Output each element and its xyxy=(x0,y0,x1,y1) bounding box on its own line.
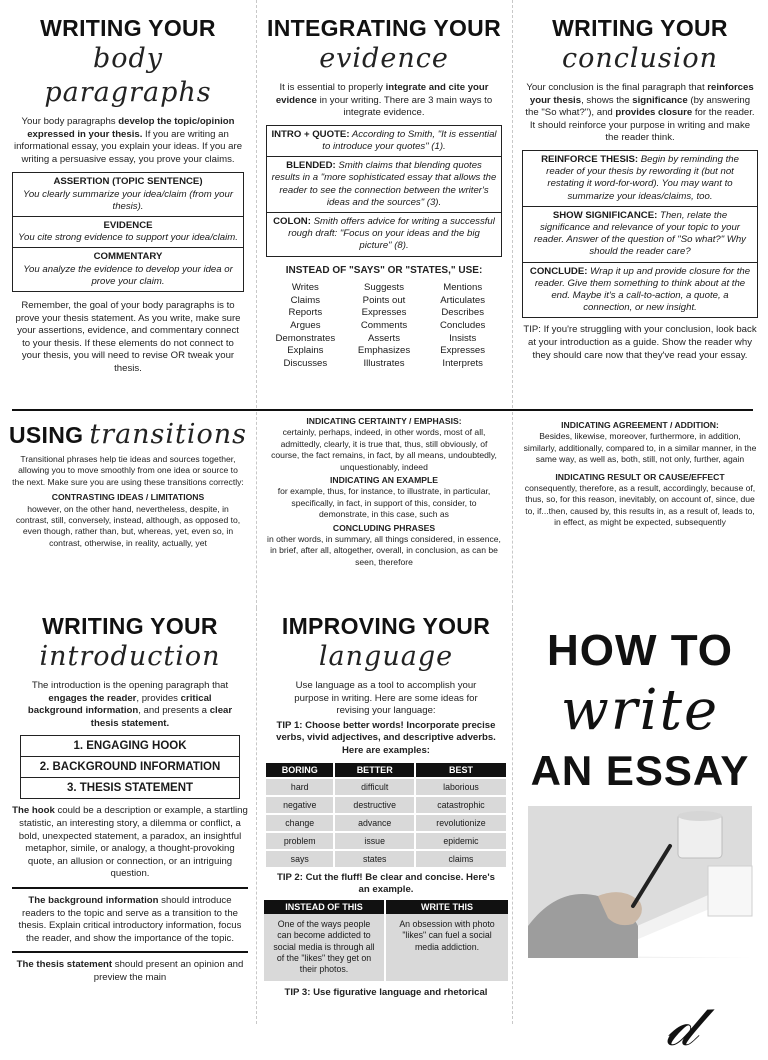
intro-divider-1 xyxy=(12,887,248,889)
table-cell: negative xyxy=(266,797,333,813)
concluding-title: CONCLUDING PHRASES xyxy=(332,522,436,533)
table-cell: change xyxy=(266,815,333,831)
show-significance-row: SHOW SIGNIFICANCE: Then, relate the significance and relevance of your topic to your reader. Answer of the question of "So what?" Why should the reader care? xyxy=(523,207,757,263)
conclude-row: CONCLUDE: Wrap it up and provide closure for the reader. Give them something to think about at the end. Maybe it's a call-to-action, a quote, a connection, or new insight. xyxy=(529,265,751,314)
body-intro: Your body paragraphs develop the topic/opinion expressed in your thesis. If you are writing an informational essay, you explain your ideas. If you are writing a persuasive essay, you prove your claims. xyxy=(13,116,243,165)
col-header-write: WRITE THIS xyxy=(386,900,508,914)
transitions-intro: Transitional phrases help tie ideas and sources together, allowing you to move smoothly from one idea or source to the next. Make sure you are using these transitions correctly: xyxy=(12,454,244,487)
verb-column-3 xyxy=(423,282,502,370)
table-cell: difficult xyxy=(335,779,413,795)
language-title-script: language xyxy=(318,641,454,672)
concluding-list: in other words, in summary, all things considered, in essence, in brief, after all, altogether, overall, in conclusion, as can be seen, therefore xyxy=(267,534,501,567)
verb-word: Explains xyxy=(287,345,324,357)
table-cell: states xyxy=(335,851,413,867)
table-row xyxy=(266,779,506,795)
conclusion-title-script: conclusion xyxy=(561,43,719,74)
conclusion-tip: TIP: If you're struggling with your conclusion, look back at your introduction as a guide. Show the reader why they should care now that they've read your essay. xyxy=(523,324,757,361)
verb-word: Reports xyxy=(288,307,323,319)
introduction-panel xyxy=(12,612,248,1024)
verb-word: Illustrates xyxy=(363,357,405,369)
body-title-bold: WRITING YOUR xyxy=(40,15,216,41)
verb-word: Expresses xyxy=(361,307,407,319)
table-cell: revolutionize xyxy=(416,815,506,831)
certainty-title: INDICATING CERTAINTY / EMPHASIS: xyxy=(306,416,462,426)
verb-column-1 xyxy=(266,282,345,370)
introduction-title-script: introduction xyxy=(39,641,221,672)
verb-word: Suggests xyxy=(364,282,405,294)
contrast-list: however, on the other hand, nevertheless, despite, in contrast, still, conversely, instead, although, as opposed to, even though, rather than, but, whereas, yet, even so, in contrast, otherwise, in reality, actually, yet xyxy=(15,503,241,548)
certainty-list: certainly, perhaps, indeed, in other words, most of all, admittedly, clearly, it is true that, thus, still obviously, of course, the fact remains, in fact, by all means, undoubtedly, unquestionably, indeed xyxy=(271,427,497,472)
verb-word: Emphasizes xyxy=(357,345,411,357)
table-cell: claims xyxy=(416,851,506,867)
example-list: for example, thus, for instance, to illustrate, in particular, specifically, in fact, in support of this, consider, to demonstrate, in this case, such as xyxy=(277,486,491,520)
top-divider xyxy=(12,409,753,411)
list-item-hook: 1. ENGAGING HOOK xyxy=(20,735,240,756)
blended-row: BLENDED: Smith claims that blending quotes results in a "more sophisticated essay that allows the reader to see the connection between the writer's ideas and the sources" (3). xyxy=(267,157,501,213)
agreement-list: Besides, likewise, moreover, furthermore, in addition, similarly, additionally, compared to, in a similar manner, in the same way, as well as, both, still, not only, further, again xyxy=(523,431,757,465)
table-cell: problem xyxy=(266,833,333,849)
cover-panel xyxy=(516,620,764,1060)
verb-word: Asserts xyxy=(368,332,400,344)
verb-word: Mentions xyxy=(443,282,483,294)
write-example: An obsession with photo "likes" can fuel a social media addiction. xyxy=(386,914,508,981)
conclusion-steps-box xyxy=(522,150,758,318)
result-list: consequently, therefore, as a result, accordingly, because of, thus, so, for this reason, inevitably, on account of, since, due to, if...then, caused by, this results in, as a result of, leads to, in effect, as might be expected, subsequently xyxy=(524,483,756,528)
body-title-script: body paragraphs xyxy=(44,43,212,108)
commentary-row: COMMENTARY You analyze the evidence to develop your idea or prove your claim. xyxy=(23,251,233,287)
verb-column-2 xyxy=(345,282,424,370)
conclusion-intro: Your conclusion is the final paragraph that reinforces your thesis, shows the significance (by answering the "So what?"), and provides closure for the reader. It should reinforce your purpose in writing and make the reader think. xyxy=(525,82,755,144)
verb-word: Points out xyxy=(362,294,406,306)
writing-photo xyxy=(528,806,752,958)
verb-word: Expresses xyxy=(440,345,486,357)
thesis-description: The thesis statement should present an opinion and preview the main xyxy=(16,959,244,983)
fluff-table xyxy=(264,900,508,981)
verb-word: Discusses xyxy=(283,357,328,369)
evidence-title-script: evidence xyxy=(319,43,449,74)
table-cell: epidemic xyxy=(416,833,506,849)
intro-quote-row: INTRO + QUOTE: According to Smith, "It is essential to introduce your quotes" (1). xyxy=(267,126,501,157)
instead-of-says-title: INSTEAD OF "SAYS" OR "STATES," USE: xyxy=(285,264,483,276)
col-header-instead: INSTEAD OF THIS xyxy=(264,900,386,914)
tip-3: TIP 3: Use figurative language and rhetorical xyxy=(284,986,488,998)
table-cell: hard xyxy=(266,779,333,795)
tip-2: TIP 2: Cut the fluff! Be clear and concise. Here's an example. xyxy=(276,871,496,896)
verb-word: Interprets xyxy=(442,357,483,369)
col-header-best: BEST xyxy=(416,763,506,777)
background-description: The background information should introduce readers to the topic and serve as a transition to the thesis. Explain critical introductory information, focus the reader, and show the importance of the topic. xyxy=(18,894,242,944)
transitions-panel xyxy=(8,418,248,604)
evidence-title-bold: INTEGRATING YOUR xyxy=(267,15,501,41)
cover-script-fragment: 𝒹 xyxy=(666,990,699,1060)
introduction-intro: The introduction is the opening paragraph that engages the reader, provides critical background information, and presents a clear thesis statement. xyxy=(27,680,233,729)
table-cell: catastrophic xyxy=(416,797,506,813)
result-title: INDICATING RESULT OR CAUSE/EFFECT xyxy=(555,471,725,482)
verb-word: Claims xyxy=(290,294,320,306)
body-paragraphs-panel xyxy=(12,14,244,406)
verb-list xyxy=(266,282,502,370)
col-header-boring: BORING xyxy=(266,763,333,777)
language-intro: Use language as a tool to accomplish your purpose in writing. Here are some ideas for revising your language: xyxy=(294,680,478,717)
conclusion-panel xyxy=(522,14,758,406)
list-item-background: 2. BACKGROUND INFORMATION xyxy=(20,756,240,777)
transitions-right-panel xyxy=(522,420,758,606)
tip-1: TIP 1: Choose better words! Incorporate precise verbs, vivid adjectives, and descriptive adverbs. Here are examples: xyxy=(276,719,496,756)
transitions-middle-panel xyxy=(266,416,502,606)
example-title: INDICATING AN EXAMPLE xyxy=(330,475,438,486)
verb-word: Demonstrates xyxy=(275,332,336,344)
table-cell: says xyxy=(266,851,333,867)
verb-word: Describes xyxy=(441,307,484,319)
evidence-row: EVIDENCE You cite strong evidence to support your idea/claim. xyxy=(13,217,243,248)
intro-elements-list xyxy=(20,735,240,799)
hook-description: The hook could be a description or example, a startling statistic, an interesting story, a dilemma or conflict, a bold, unexpected statement, a paradox, an insightful metaphor, simile, or analogy, a thought-provoking quote, an allusion or connection, or an intriguing question. xyxy=(12,805,248,880)
conclusion-title-bold: WRITING YOUR xyxy=(552,15,728,41)
table-row xyxy=(266,851,506,867)
body-closing: Remember, the goal of your body paragraphs is to prove your thesis statement. As you write, make sure your assertions, evidence, and commentary connect to your thesis. If these elements do not connect to your thesis, you will need to revise OR tweak your thesis. xyxy=(15,300,241,374)
verb-word: Writes xyxy=(291,282,319,294)
instead-example: One of the ways people can become addicted to social media is through all of the "likes" they get on their photos. xyxy=(264,914,386,981)
verb-word: Concludes xyxy=(440,319,486,331)
colon-row: COLON: Smith offers advice for writing a successful rough draft: "Focus on your ideas and the big picture" (8). xyxy=(273,216,495,252)
verb-word: Comments xyxy=(360,319,408,331)
agreement-title: INDICATING AGREEMENT / ADDITION: xyxy=(561,420,719,430)
table-cell: advance xyxy=(335,815,413,831)
language-title-bold: IMPROVING YOUR xyxy=(281,613,491,639)
verb-word: Insists xyxy=(449,332,477,344)
writing-photo-illustration xyxy=(528,806,752,958)
verb-word: Argues xyxy=(290,319,321,331)
intro-divider-2 xyxy=(12,951,248,953)
evidence-intro: It is essential to properly integrate and cite your evidence in your writing. There are 3 main ways to integrate evidence. xyxy=(275,82,493,119)
table-cell: issue xyxy=(335,833,413,849)
transitions-title-script: transitions xyxy=(89,419,248,450)
cover-line-3: AN ESSAY xyxy=(530,747,750,794)
table-row xyxy=(266,797,506,813)
body-elements-box xyxy=(12,172,244,292)
cover-line-2: write xyxy=(560,678,720,743)
verb-word: Articulates xyxy=(440,294,486,306)
language-panel xyxy=(264,612,508,1024)
evidence-methods-box xyxy=(266,125,502,257)
list-item-thesis: 3. THESIS STATEMENT xyxy=(20,777,240,799)
reinforce-thesis-row: REINFORCE THESIS: Begin by reminding the reader of your thesis by rewording it (but not restating it word-for-word). You may want to summarize your ideas/claims, too. xyxy=(523,151,757,207)
col-header-better: BETTER xyxy=(335,763,413,777)
evidence-panel xyxy=(266,14,502,406)
table-row xyxy=(266,815,506,831)
table-cell: laborious xyxy=(416,779,506,795)
cover-line-1: HOW TO xyxy=(546,626,734,675)
word-choice-table xyxy=(264,761,508,869)
transitions-title-bold: USING xyxy=(8,422,84,448)
table-row xyxy=(266,833,506,849)
table-cell: destructive xyxy=(335,797,413,813)
assertion-row: ASSERTION (TOPIC SENTENCE) You clearly summarize your idea/claim (from your thesis). xyxy=(13,173,243,217)
contrast-title: CONTRASTING IDEAS / LIMITATIONS xyxy=(51,492,205,503)
introduction-title-bold: WRITING YOUR xyxy=(42,613,218,639)
